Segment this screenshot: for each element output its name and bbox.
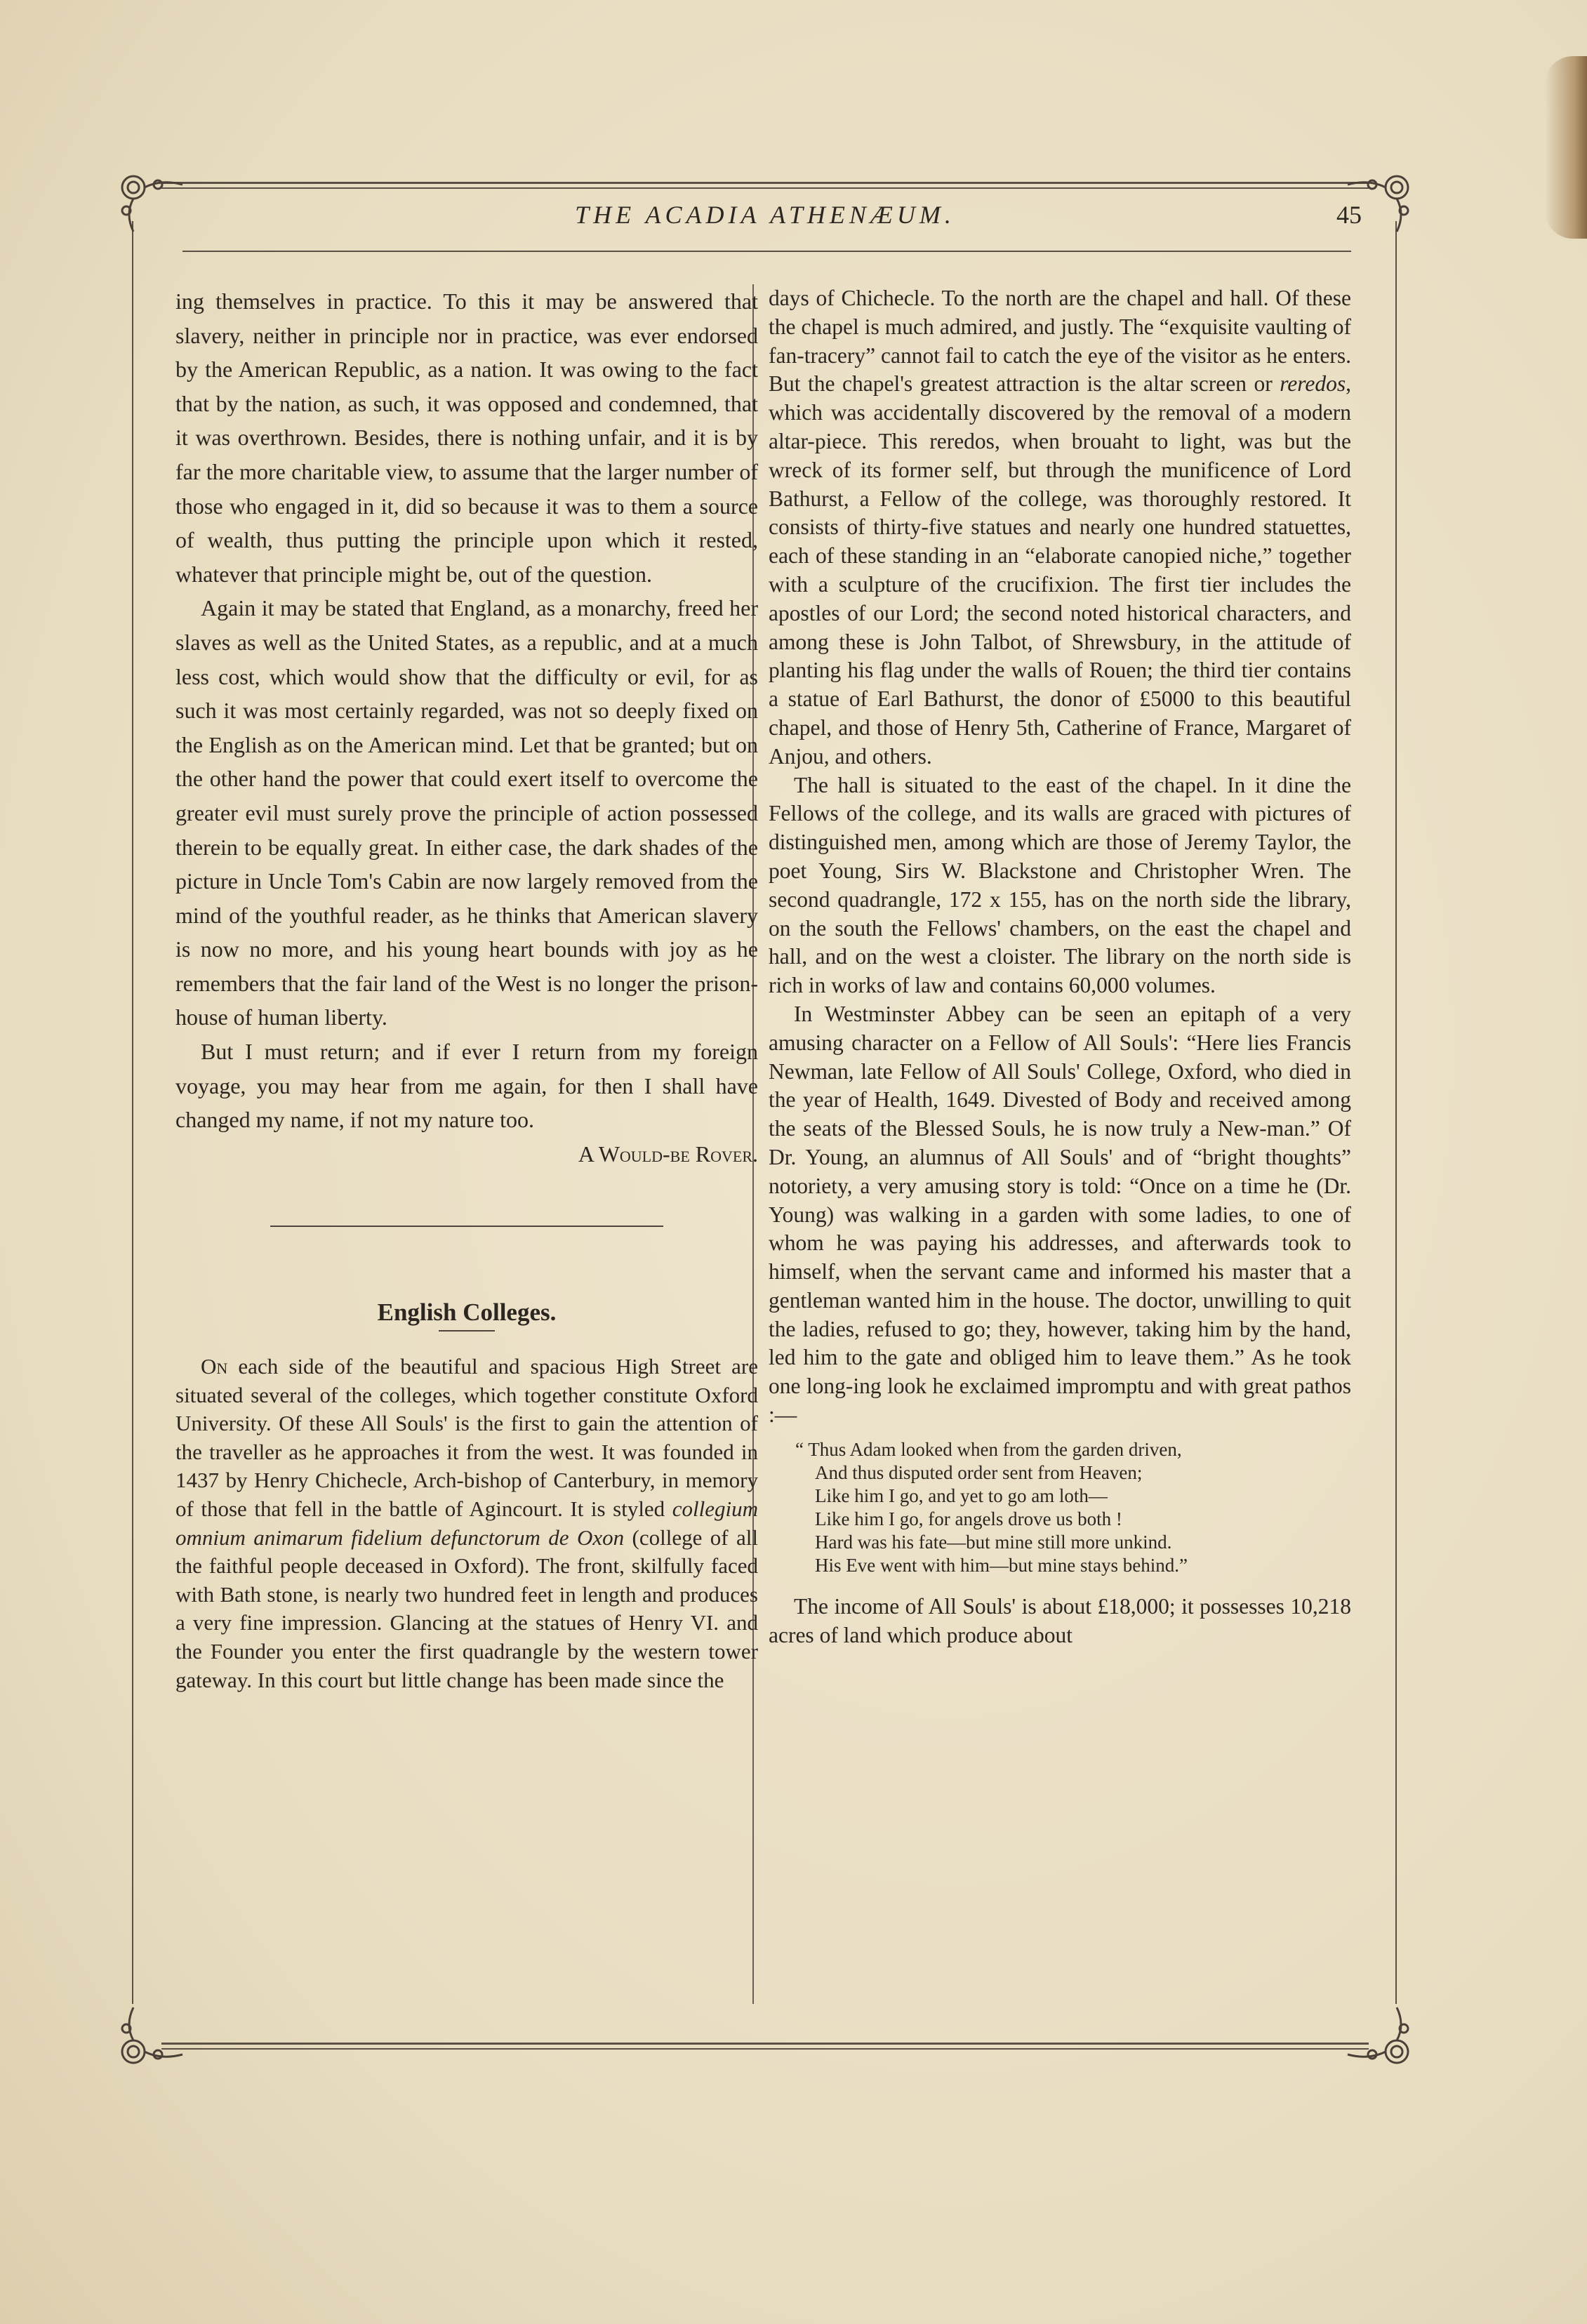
paragraph-text: each side of the beautiful and spacious High Street are situated several of the colleges, which together constitute Oxford University. Of these All Souls' is the first to gain the attention of the traveller as he approaches it from the west. It was founded in 1437 by Henry Chichecle, Arch-bishop of Canterbury, in memory of those that fell in the battle of Agincourt. It is styled (175, 1354, 758, 1521)
poem-line: Hard was his fate—but mine still more unkind. (815, 1531, 1172, 1553)
paragraph: In Westminster Abbey can be seen an epitaph of a very amusing character on a Fellow of All Souls': “Here lies Francis Newman, late Fellow of All Souls' College, Oxford, who died in the year of Health, 1649. Divested of Body and received among the seats of the Blessed Souls, he is now truly a New-man.” Of Dr. Young, an alumnus of All Souls' and of “bright thoughts” notoriety, a very amusing story is told: “Once on a time he (Dr. Young) was walking in a garden with some ladies, to one of whom he was paying his addresses, and afterwards took to himself, when the servant came and informed his master that a gentleman wanted him in the house. The doctor, unwilling to quit the ladies, refused to go; they, however, taking him by the hand, led him to the gate and obliged him to leave them.” As he took one long-ing look he exclaimed impromptu and with great pathos :— (769, 1001, 1351, 1428)
poem-line: Like him I go, for angels drove us both ! (815, 1508, 1122, 1529)
author-signature: A Would-be Rover. (578, 1141, 758, 1167)
paragraph-text: (college of all the faithful people deceased in Oxford). The front, skilfully faced with Bath stone, is nearly two hundred feet in length and produces a very fine impression. Glancing at the statues of Henry VI. and the Founder you enter the first quadrangle by the western tower gateway. In this court but little change has been made since the (175, 1525, 758, 1692)
page-frame (105, 172, 1425, 2071)
paragraph: The income of All Souls' is about £18,000; it possesses 10,218 acres of land which produce about (769, 1593, 1351, 1647)
paragraph: ing themselves in practice. To this it may be answered that slavery, neither in principle nor in practice, was ever endorsed by the American Republic, as a nation. It was owing to the fact that by the nation, as such, it was opposed and condemned, that it was overthrown. Besides, there is nothing unfair, and it is by far the more charitable view, to assume that the larger number of those who engaged in it, did so because it was to them a source of wealth, thus putting the principle upon which it rested, whatever that principle might be, out of the question. (175, 288, 758, 587)
right-column (769, 284, 1351, 1649)
poem-line: His Eve went with him—but mine stays behind.” (815, 1554, 1188, 1576)
poem (795, 1438, 1351, 1577)
poem-line: Like him I go, and yet to go am loth— (815, 1485, 1108, 1506)
right-rule (1395, 221, 1397, 2004)
header-rule (182, 251, 1351, 252)
journal-title: THE ACADIA ATHENÆUM. (575, 201, 955, 229)
page-number: 45 (1336, 201, 1362, 229)
ornament-bottom-right-icon (1341, 2004, 1425, 2067)
paragraph (769, 284, 1351, 771)
left-rule (132, 221, 133, 2004)
drop-cap: On (201, 1354, 228, 1379)
section-title: English Colleges. (377, 1299, 557, 1327)
bottom-rule-inner (161, 2048, 1369, 2050)
paragraph-text: , which was accidentally discovered by the removal of a modern altar-piece. This reredos, when brouaht to light, was but the wreck of its former self, but through the munificence of Lord Bathurst, a Fellow of the college, was thoroughly restored. It consists of thirty-five statues and nearly one hundred statuettes, each of these standing in an “elaborate canopied niche,” together with a sculpture of the crucifixion. The first tier includes the apostles of our Lord; the second noted historical characters, and among these is John Talbot, of Shrewsbury, in the attitude of planting his flag under the walls of Rouen; the third tier contains a statue of Earl Bathurst, the donor of £5000 to this beautiful chapel, and those of Henry 5th, Catherine of France, Margaret of Anjou, and others. (769, 371, 1351, 769)
page-header (105, 200, 1425, 242)
italic-term: reredos (1280, 371, 1346, 397)
top-rule-outer (161, 182, 1369, 184)
paper-stain (1545, 56, 1587, 239)
title-underline (439, 1330, 495, 1332)
latin-name: collegium omnium animarum fidelium defunctorum de Oxon (175, 1496, 758, 1550)
poem-line: And thus disputed order sent from Heaven; (815, 1461, 1143, 1483)
left-column (175, 284, 758, 1694)
top-rule-inner (161, 187, 1369, 189)
paragraph: Again it may be stated that England, as a monarchy, freed her slaves as well as the United States, as a republic, and at a much less cost, which would show that the difficulty or evil, for as such it was most certainly regarded, was not so deeply fixed on the English as on the American mind. Let that be granted; but on the other hand the power that could exert itself to overcome the greater evil must surely prove the principle of action possessed therein to be equally great. In either case, the dark shades of the picture in Uncle Tom's Cabin are now largely removed from the mind of the youthful reader, as he thinks that American slavery is now no more, and his young heart bounds with joy as he remembers that the fair land of the West is no longer the prison-house of human liberty. (175, 595, 758, 1030)
ornament-bottom-left-icon (105, 2004, 190, 2067)
paragraph: But I must return; and if ever I return from my foreign voyage, you may hear from me again, for then I shall have changed my name, if not my nature too. (175, 1039, 758, 1133)
paragraph-text: days of Chichecle. To the north are the chapel and hall. Of these the chapel is much admired, and justly. The “exquisite vaulting of fan-tracery” cannot fail to catch the eye of the visitor as he enters. But the chapel's greatest attraction is the altar screen or (769, 286, 1351, 397)
poem-line: “ Thus Adam looked when from the garden driven, (795, 1438, 1182, 1460)
paragraph: The hall is situated to the east of the chapel. In it dine the Fellows of the college, and its walls are graced with pictures of distinguished men, among which are those of Jeremy Taylor, the poet Young, Sirs W. Blackstone and Christopher Wren. The second quadrangle, 172 x 155, has on the north side the library, on the south the Fellows' chambers, on the east the chapel and hall, and on the west a cloister. The library on the north side is rich in works of law and contains 60,000 volumes. (769, 772, 1351, 998)
paragraph (175, 1353, 758, 1694)
section-separator (270, 1226, 663, 1227)
bottom-rule-outer (161, 2043, 1369, 2045)
